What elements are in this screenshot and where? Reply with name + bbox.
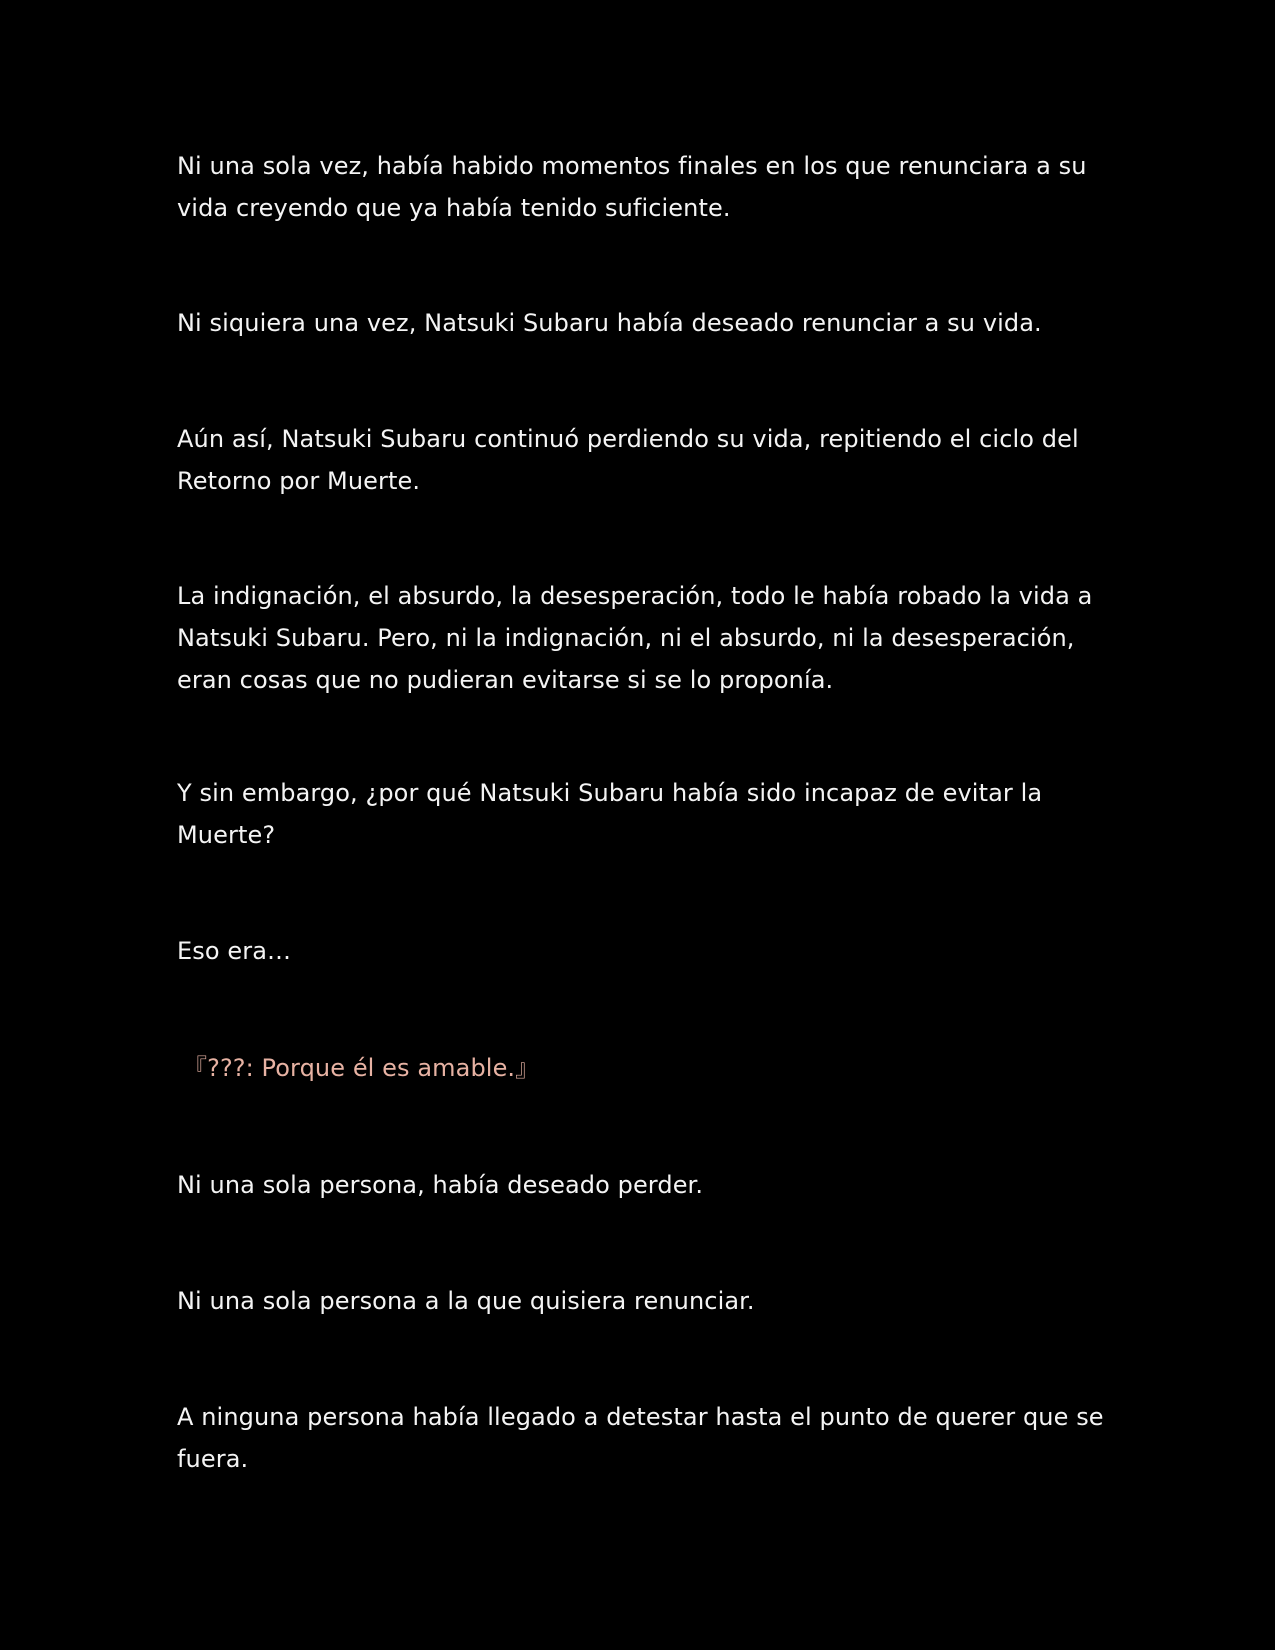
paragraph-6: Eso era…: [177, 937, 292, 965]
paragraph-10: A ninguna persona había llegado a detestar hasta el punto de querer que se fuera.: [177, 1403, 1104, 1473]
paragraph-2: Ni siquiera una vez, Natsuki Subaru había deseado renunciar a su vida.: [177, 309, 1042, 337]
paragraph-3: Aún así, Natsuki Subaru continuó perdiendo su vida, repitiendo el ciclo del Retorno por Muerte.: [177, 425, 1079, 495]
paragraph-9: Ni una sola persona a la que quisiera renunciar.: [177, 1287, 755, 1315]
paragraph-4: La indignación, el absurdo, la desesperación, todo le había robado la vida a Natsuki Subaru. Pero, ni la indignación, ni el absurdo, ni la desesperación, eran cosas que no pudieran evitarse si se lo proponía.: [177, 582, 1093, 694]
paragraph-8: Ni una sola persona, había deseado perder.: [177, 1171, 704, 1199]
paragraph-5: Y sin embargo, ¿por qué Natsuki Subaru había sido incapaz de evitar la Muerte?: [177, 779, 1043, 849]
speech-line: 『???: Porque él es amable.』: [183, 1054, 540, 1082]
paragraph-1: Ni una sola vez, había habido momentos finales en los que renunciara a su vida creyendo que ya había tenido suficiente.: [177, 152, 1087, 222]
